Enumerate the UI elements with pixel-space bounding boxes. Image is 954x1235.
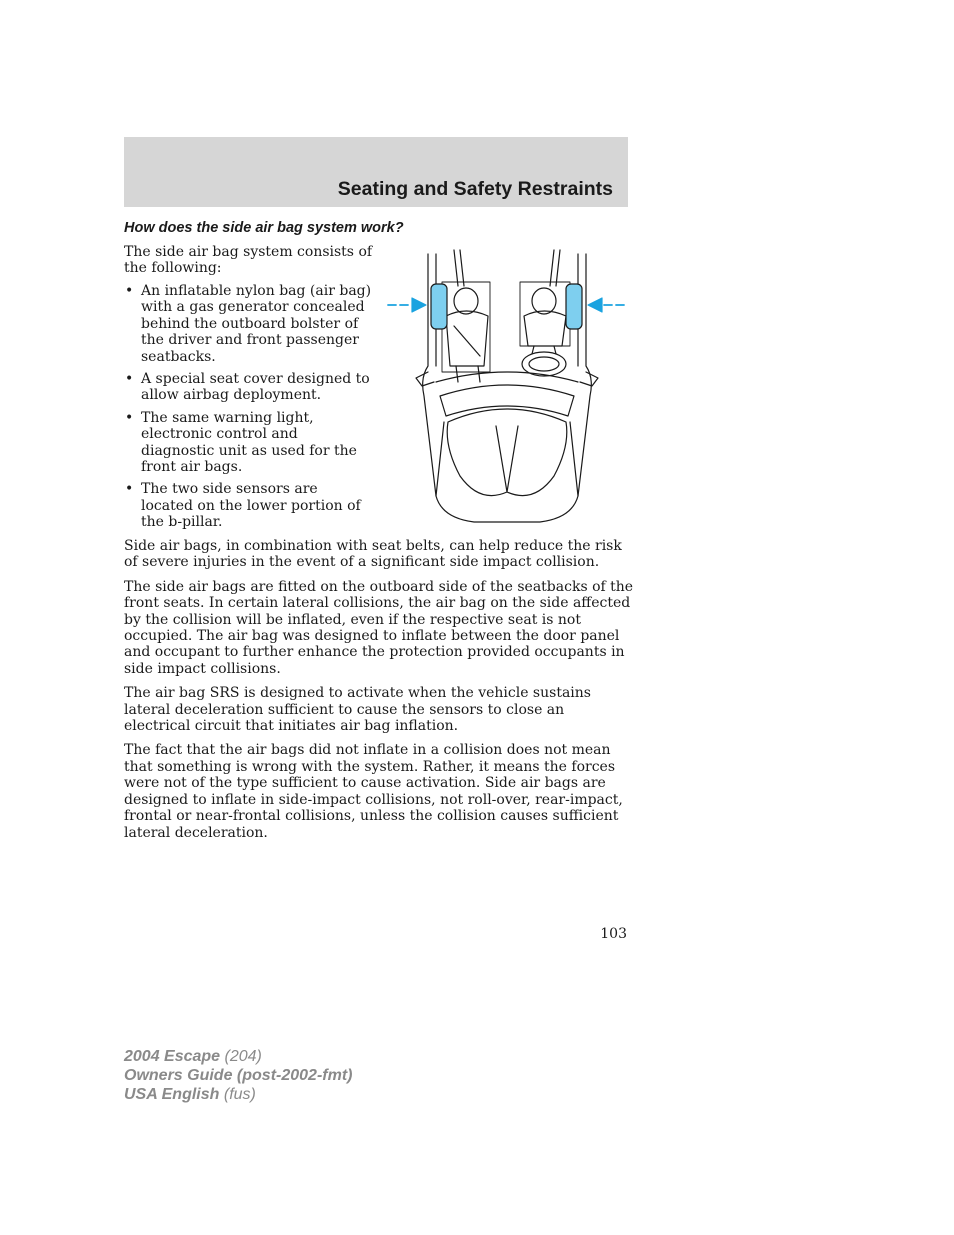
bullet-icon: • [125, 481, 134, 498]
car-top-view-icon [384, 246, 630, 528]
footer-line: USA English (fus) [124, 1086, 256, 1103]
bullet-icon: • [125, 283, 134, 299]
footer-line: 2004 Escape (204) [124, 1048, 262, 1065]
list-item: • An inflatable nylon bag (air bag) with a gas generator concealed behind the outboard bolster of the driver and front passenger seatbacks. [125, 283, 372, 365]
document-footer [124, 1047, 352, 1104]
intro-text: The side air bag system consists of the following: [124, 244, 373, 277]
paragraph: The fact that the air bags did not inflate in a collision does not mean that something is wrong with the system. Rather, it means the forces were not of the type sufficient to cause activation. Side air bags are designed to inflate in side-impact collisions, not roll-over, rear-impact, frontal or near-frontal collisions, unless the collision causes sufficient lateral deceleration. [124, 742, 623, 841]
car-airbag-figure [384, 246, 630, 528]
bullet-icon: • [125, 409, 134, 426]
footer-line: Owners Guide (post-2002-fmt) [124, 1067, 353, 1084]
paragraph: The air bag SRS is designed to activate when the vehicle sustains lateral deceleration sufficient to cause the sensors to close an electrical circuit that initiates air bag inflation. [124, 685, 591, 735]
section-header-band [124, 137, 628, 207]
list-item: • The same warning light, electronic control and diagnostic unit as used for the front air bags. [125, 409, 357, 476]
paragraph: Side air bags, in combination with seat belts, can help reduce the risk of severe injuries in the event of a significant side impact collision. [124, 538, 622, 571]
list-item: • The two side sensors are located on the lower portion of the b-pillar. [125, 481, 361, 531]
page-number: 103 [600, 926, 627, 942]
body-paragraphs [124, 538, 634, 849]
list-item: • A special seat cover designed to allow airbag deployment. [125, 371, 370, 404]
component-list [124, 283, 374, 537]
paragraph: The side air bags are fitted on the outboard side of the seatbacks of the front seats. In certain lateral collisions, the air bag on the side affected by the collision will be inflated, even if the respective seat is not occupied. The air bag was designed to inflate between the door panel and occupant to further enhance the protection provided occupants in side impact collisions. [124, 578, 634, 677]
subheading: How does the side air bag system work? [124, 220, 404, 236]
bullet-icon: • [125, 371, 134, 388]
section-title: Seating and Safety Restraints [337, 178, 613, 200]
